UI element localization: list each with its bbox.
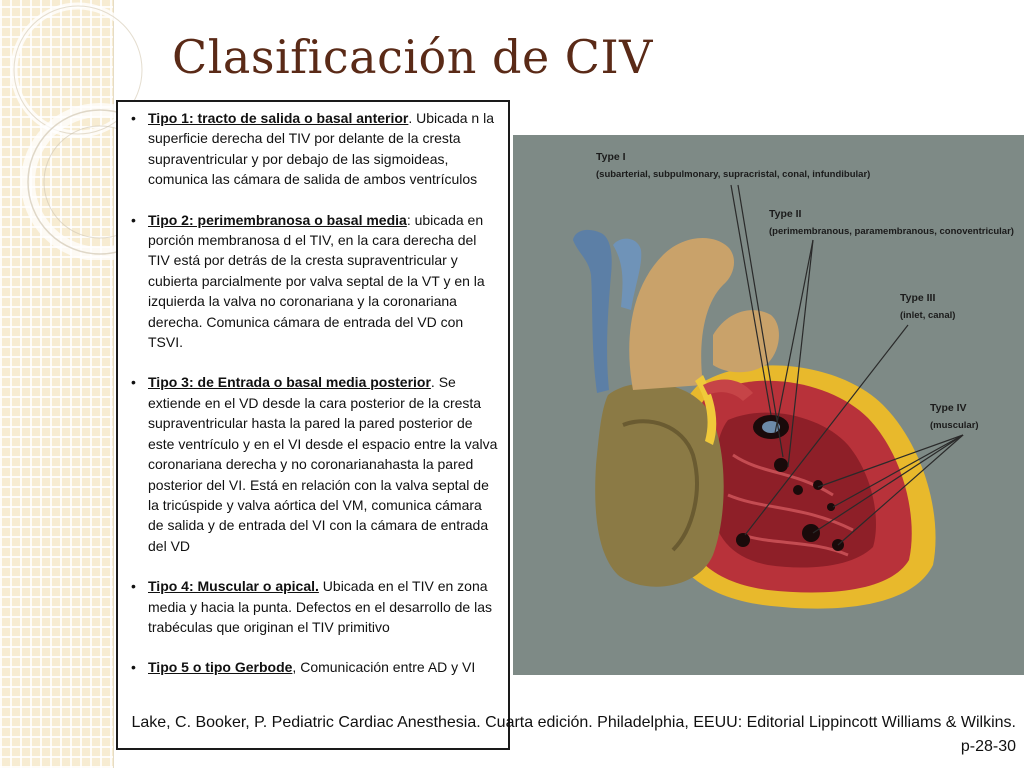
- list-item-type-4: [126, 576, 500, 637]
- vsd-types-textbox: [116, 100, 510, 750]
- list-item-type-2: [126, 210, 500, 353]
- type-4-body: Ubicada en el TIV en zona media y hacia la punta. Defectos en el desarrollo de las trabéculas que originan el TIV primitivo: [148, 578, 492, 635]
- label-type-1-detail: (subarterial, subpulmonary, supracristal, conal, infundibular): [596, 169, 871, 180]
- type-5-body: Comunicación entre AD y VI: [296, 659, 476, 676]
- heart-diagram: [513, 135, 1024, 675]
- type-3-body: Se extiende en el VD desde la cara posterior de la cresta supraventricular hasta la pared la pared posterior de este ventrículo y en el VI desde el espacio entre la valva coronariana derecha y no coronarianahasta la pared posterior del VI. Está en relación con la valva septal de la tricúspide y valva aórtica del VM, comunica cámara de salida y de entrada del VI con la cámara de entrada del VD: [148, 374, 498, 554]
- list-item-type-3: [126, 372, 500, 556]
- vsd-types-list: [118, 102, 508, 678]
- type-4-heading: Tipo 4: Muscular o apical.: [148, 578, 319, 595]
- type-5-sep: ,: [292, 659, 297, 676]
- type-2-body: ubicada en porción membranosa d el TIV, en la cara derecha del TIV está por detrás de la cresta supraventricular y cubierta parcialmente por valva septal de la VT y en la izquierda la valva no coronariana y la coronariana derecha. Comunica cámara de entrada del VD con TSVI.: [148, 211, 485, 351]
- label-type-1: Type I: [596, 151, 626, 163]
- list-item-type-5: [126, 657, 500, 677]
- type-1-sep: .: [408, 110, 413, 126]
- label-type-2-detail: (perimembranous, paramembranous, conoventricular): [769, 226, 1014, 237]
- label-type-3-detail: (inlet, canal): [900, 310, 956, 321]
- label-type-3: Type III: [900, 292, 936, 304]
- type-1-body: Ubicada n la superficie derecha del TIV por delante de la cresta supraventricular y por debajo de las sigmoideas, comunica las cámara de salida de ambos ventrículos: [148, 110, 494, 188]
- label-type-4: Type IV: [930, 402, 967, 414]
- type-2-sep: :: [406, 211, 411, 228]
- type-3-heading: Tipo 3: de Entrada o basal media posterior: [148, 374, 431, 391]
- citation: [30, 711, 1016, 759]
- slide-title: Clasificación de CIV: [172, 30, 653, 84]
- heart-illustration: [513, 135, 1024, 675]
- page-reference: p-28-30: [960, 738, 1016, 755]
- citation-reference: Lake, C. Booker, P. Pediatric Cardiac Anesthesia. Cuarta edición. Philadelphia, EEUU: Editorial Lippincott Williams & Wilkins.: [131, 714, 1016, 731]
- type-2-heading: Tipo 2: perimembranosa o basal media: [148, 211, 407, 228]
- decorative-grid-panel: [0, 0, 114, 768]
- label-type-2: Type II: [769, 208, 802, 220]
- list-item-type-1: [126, 108, 500, 190]
- type-3-sep: .: [430, 374, 435, 391]
- type-1-heading: Tipo 1: tracto de salida o basal anterior: [148, 110, 409, 126]
- type-5-heading: Tipo 5 o tipo Gerbode: [148, 659, 293, 676]
- label-type-4-detail: (muscular): [930, 420, 979, 431]
